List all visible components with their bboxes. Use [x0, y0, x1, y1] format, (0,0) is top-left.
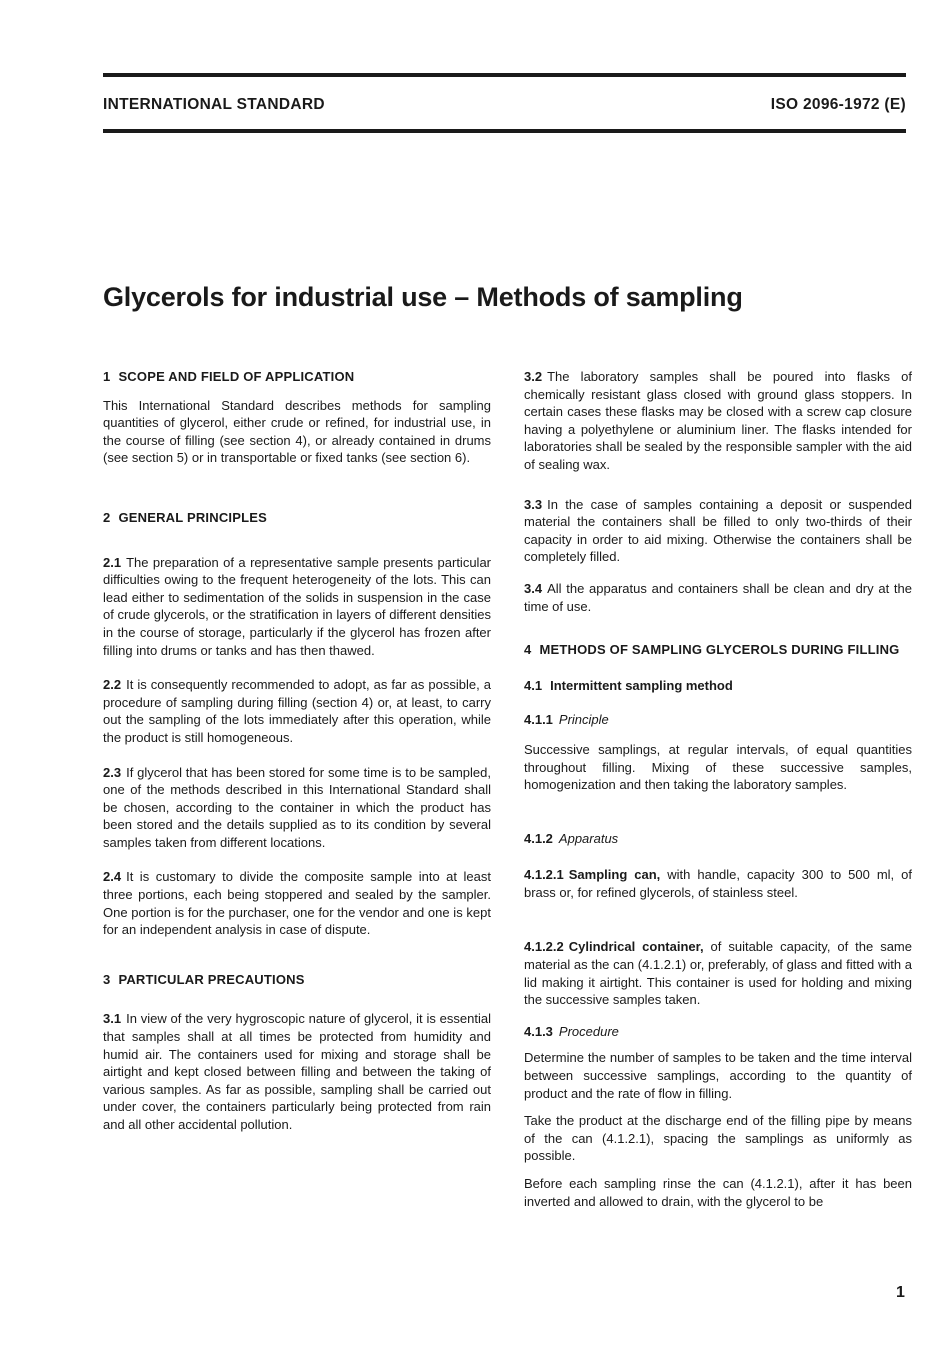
page-number: 1 [896, 1284, 905, 1301]
header-bottom-rule [103, 129, 906, 133]
section-3-heading: 3 PARTICULAR PRECAUTIONS [103, 971, 305, 987]
paragraph-3-2: 3.2 The laboratory samples shall be poured into flasks of chemically resistant glass closed with ground glass stoppers. In certain cases these flasks may be closed with a screw cap closure having a polyethylene or aluminium liner. The flasks intended for laboratories shall be sealed by the responsible sampler with the aid of sealing wax. [524, 369, 912, 472]
left-column [103, 368, 491, 1134]
paragraph-3-3: 3.3 In the case of samples containing a deposit or suspended material the containers shall be filled to only two-thirds of their capacity in order to aid mixing. Otherwise the containers shall be completely filled. [524, 496, 912, 565]
paragraph-3-4: 3.4 All the apparatus and containers shall be clean and dry at the time of use. [524, 580, 912, 614]
section-1-text: This International Standard describes methods for sampling quantities of glycerol, either crude or refined, for industrial use, in the course of filling (see section 4), or already contained in drums (see section 5) or in transportable or fixed tanks (see section 6). [103, 397, 491, 466]
paragraph-2-3: 2.3 If glycerol that has been stored for some time is to be sampled, one of the methods described in this International Standard shall be chosen, according to the container in which the product has been stored and the details supplied as to its condition by several samples taken from different locations. [103, 764, 491, 850]
procedure-text-3: Before each sampling rinse the can (4.1.2.1), after it has been inverted and allowed to drain, with the glycerol to be [524, 1176, 912, 1209]
subsection-4-1-2-heading: 4.1.2 Apparatus [524, 830, 619, 846]
section-2-heading: 2 GENERAL PRINCIPLES [103, 509, 267, 525]
document-title: Glycerols for industrial use – Methods of sampling [103, 282, 743, 312]
procedure-text-1: Determine the number of samples to be taken and the time interval between successive samplings, according to the quantity of product and the rate of flow in filling. [524, 1050, 912, 1101]
paragraph-4-1-2-2: 4.1.2.2 Cylindrical container, of suitable capacity, of the same material as the can (4.1.2.1) or, preferably, of glass and fitted with a lid making it airtight. This container is used for holding and mixing the successive samples taken. [524, 939, 912, 1008]
paragraph-2-2: 2.2 It is consequently recommended to adopt, as far as possible, a procedure of sampling during filling (section 4) or, at least, to carry out the sampling of the lots immediately after this operation, while the product is still homogeneous. [103, 677, 491, 745]
right-column [524, 368, 912, 1210]
subsection-4-1-3-heading: 4.1.3 Procedure [524, 1023, 619, 1039]
section-4-heading: 4 METHODS OF SAMPLING GLYCEROLS DURING FILLING [524, 642, 900, 658]
paragraph-3-1: 3.1 In view of the very hygroscopic nature of glycerol, it is essential that samples shall at all times be protected from humidity and humid air. The containers used for mixing and storage shall be airtight and kept closed between filling and between the taking of various samples. As far as possible, sampling shall be carried out under cover, the containers particularly being protected from rain and all other accidental pollution. [103, 1011, 491, 1132]
paragraph-2-4: 2.4 It is customary to divide the composite sample into at least three portions, each being stoppered and sealed by the sampler. One portion is for the purchaser, one for the vendor and one is kept for an independent analysis in case of dispute. [103, 869, 491, 938]
principle-text: Successive samplings, at regular intervals, of equal quantities throughout filling. Mixing of these successive samples, homogenization and then taking the laboratory samples. [524, 741, 912, 793]
header-top-rule [103, 73, 906, 77]
subsection-4-1-heading: 4.1 Intermittent sampling method [524, 677, 733, 693]
header-standard-label: INTERNATIONAL STANDARD [103, 96, 325, 113]
procedure-text-2: Take the product at the discharge end of the filling pipe by means of the can (4.1.2.1), spacing the samplings as uniformly as possible. [524, 1113, 912, 1164]
paragraph-2-1: 2.1 The preparation of a representative sample presents particular difficulties owing to the frequent heterogeneity of the lots. This can lead either to sedimentation of the solids in suspension in the case of crude glycerols, or the stratification in layers of different densities in the course of storage, particularly if the glycerol has frozen after filling into drums or tanks and has then thawed. [103, 554, 491, 658]
subsection-4-1-1-heading: 4.1.1 Principle [524, 712, 609, 728]
paragraph-4-1-2-1: 4.1.2.1 Sampling can, with handle, capacity 300 to 500 ml, of brass or, for refined glycerols, of stainless steel. [524, 867, 912, 900]
section-1-heading: 1 SCOPE AND FIELD OF APPLICATION [103, 369, 355, 384]
header-document-number: ISO 2096-1972 (E) [770, 96, 906, 113]
